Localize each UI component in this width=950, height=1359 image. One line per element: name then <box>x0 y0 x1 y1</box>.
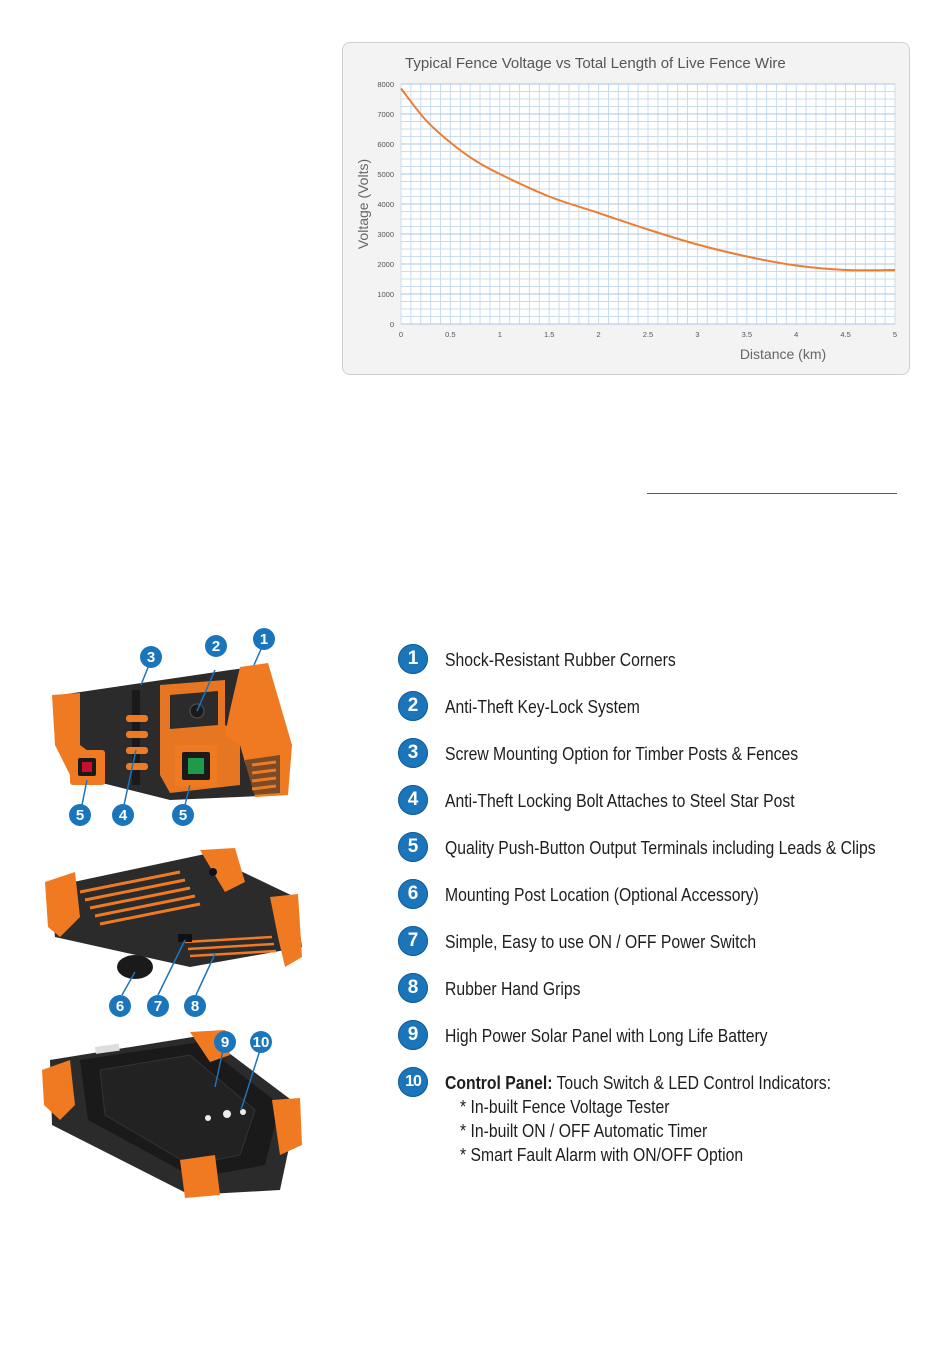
feature-number-badge: 8 <box>398 973 428 1003</box>
x-tick-label: 0.5 <box>445 330 456 339</box>
feature-text: Anti-Theft Locking Bolt Attaches to Steel Star Post <box>445 790 795 811</box>
feature-number-badge: 9 <box>398 1020 428 1050</box>
callout-6 <box>109 995 131 1017</box>
control-panel-subitem: * In-built Fence Voltage Tester <box>460 1096 670 1117</box>
x-tick-label: 2 <box>596 330 601 339</box>
svg-text:9: 9 <box>220 1034 230 1051</box>
callout-8 <box>184 995 206 1017</box>
control-panel-subitem: * In-built ON / OFF Automatic Timer <box>460 1120 708 1141</box>
product-top-view-image <box>40 1030 310 1200</box>
callout-1 <box>253 628 275 650</box>
callout-9 <box>214 1031 236 1053</box>
callout-10 <box>250 1031 272 1053</box>
svg-text:8: 8 <box>190 998 200 1015</box>
y-tick-label: 7000 <box>377 110 394 119</box>
x-tick-label: 1.5 <box>543 330 555 339</box>
chart-title: Typical Fence Voltage vs Total Length of Live Fence Wire <box>405 55 786 72</box>
control-panel-subitem: * Smart Fault Alarm with ON/OFF Option <box>460 1144 744 1165</box>
chart-svg <box>343 43 909 374</box>
svg-text:6: 6 <box>115 998 125 1015</box>
control-panel-label: Control Panel: <box>445 1072 553 1093</box>
feature-text: Mounting Post Location (Optional Accessory) <box>445 884 759 905</box>
feature-text: Quality Push-Button Output Terminals including Leads & Clips <box>445 837 876 858</box>
callout-5-right <box>172 804 194 826</box>
x-tick-label: 4.5 <box>840 330 851 339</box>
callout-4 <box>112 804 134 826</box>
x-tick-label: 1 <box>497 330 502 339</box>
x-tick-label: 5 <box>892 330 898 339</box>
feature-number-badge: 7 <box>398 926 428 956</box>
y-tick-label: 4000 <box>377 200 394 209</box>
svg-text:4: 4 <box>118 807 128 824</box>
svg-text:5: 5 <box>178 807 188 824</box>
svg-text:2: 2 <box>211 638 221 655</box>
y-tick-label: 8000 <box>377 80 394 89</box>
feature-text: Anti-Theft Key-Lock System <box>445 696 640 717</box>
x-tick-label: 2.5 <box>642 330 654 339</box>
callout-3 <box>140 646 162 668</box>
product-end-view-image <box>40 625 310 830</box>
feature-text: Screw Mounting Option for Timber Posts & Fences <box>445 743 799 764</box>
feature-text: Simple, Easy to use ON / OFF Power Switch <box>445 931 757 952</box>
link-underline[interactable] <box>647 493 897 494</box>
y-tick-label: 5000 <box>377 170 394 179</box>
feature-number-badge: 10 <box>398 1067 428 1097</box>
x-tick-label: 4 <box>794 330 799 339</box>
y-axis-label: Voltage (Volts) <box>355 158 371 250</box>
y-tick-label: 0 <box>389 320 394 329</box>
svg-text:5: 5 <box>75 807 85 824</box>
feature-number-badge: 2 <box>398 691 428 721</box>
feature-number-badge: 1 <box>398 644 428 674</box>
x-tick-label: 0 <box>398 330 404 339</box>
feature-text: Shock-Resistant Rubber Corners <box>445 649 676 670</box>
feature-number-badge: 3 <box>398 738 428 768</box>
svg-text:10: 10 <box>252 1034 270 1051</box>
y-tick-label: 3000 <box>377 230 394 239</box>
voltage-chart <box>342 42 910 375</box>
callout-7 <box>147 995 169 1017</box>
x-axis-label: Distance (km) <box>739 346 827 362</box>
y-tick-label: 1000 <box>377 290 394 299</box>
callout-2 <box>205 635 227 657</box>
y-tick-label: 6000 <box>377 140 394 149</box>
control-panel-heading <box>445 1072 831 1094</box>
control-panel-text: Touch Switch & LED Control Indicators: <box>552 1072 831 1093</box>
callout-5-left <box>69 804 91 826</box>
svg-text:7: 7 <box>153 998 163 1015</box>
feature-text: Rubber Hand Grips <box>445 978 581 999</box>
svg-text:1: 1 <box>259 631 269 648</box>
y-tick-label: 2000 <box>377 260 394 269</box>
product-underside-image <box>40 842 310 1022</box>
feature-number-badge: 6 <box>398 879 428 909</box>
feature-text: High Power Solar Panel with Long Life Battery <box>445 1025 768 1046</box>
feature-number-badge: 4 <box>398 785 428 815</box>
feature-number-badge: 5 <box>398 832 428 862</box>
svg-text:3: 3 <box>146 649 156 666</box>
x-tick-label: 3 <box>695 330 700 339</box>
x-tick-label: 3.5 <box>741 330 753 339</box>
